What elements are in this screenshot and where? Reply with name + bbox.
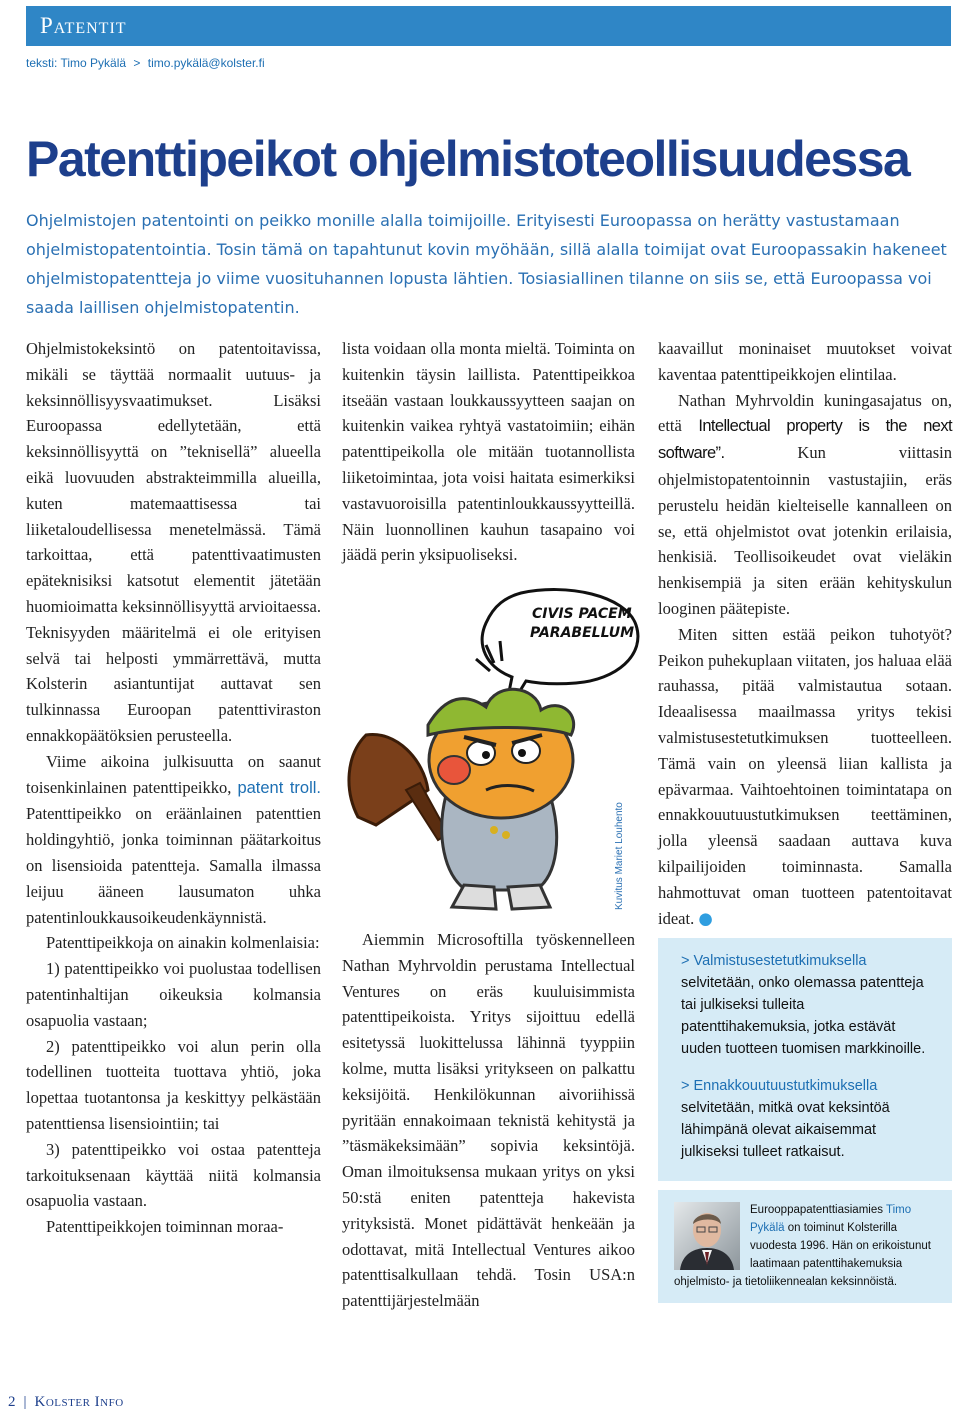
fact-box [658, 938, 952, 1181]
paragraph: lista voidaan olla monta mieltä. Toiminta on kuitenkin täysin laillista. Patenttipeikkoa itseään vastaan loukkaussyytteen saajan on kuitenkin vaikea ryhtyä vastatoimiin; eihän patenttipeikolla ole mitään tuotannollista liiketoimintaa, jota voisi haitata esimerkiksi vastavuoroisilla patentinloukkaussyytteillä. Näin luonnollinen kauhun tasapaino voi jäädä perin yksipuoliseksi. [342, 339, 635, 565]
paragraph-text: Viime aikoina julkisuutta on saanut toisenkinlainen patenttipeikko, [26, 751, 321, 797]
list-item: 3) patenttipeikko voi ostaa patentteja tarkoituksenaan käyttää niitä kolmansia osapuolia vastaan. [26, 1139, 321, 1211]
paragraph: Patenttipeikkoja on ainakin kolmenlaisia: [46, 933, 320, 953]
author-box [658, 1190, 952, 1303]
paragraph-text: Miten sitten estää peikon tuhotyöt? Peikon puhekuplaan viitaten, jos haluaa elää rauhassa, pitää valmistautua sotaan. Ideaalisessa maailmassa yritys tekisi valmistusestetutkimuksen tuotteelleen. Tämä vain on yleensä liian kallista ja epävarmaa. Vaihtoehtoinen toimintatapa on ennakkouutuustutkimuksen teettäminen, jolla yleensä saadaan auttava kuva kilpailijoiden toiminnasta. Samalla hahmottuvat oman tuotteen patentoitavat ideat. [658, 624, 952, 928]
fact-item [681, 950, 931, 1060]
quoted-phrase: Intellectual property is the next software”. [658, 417, 952, 463]
body-column-2-continued [342, 927, 635, 1314]
paragraph [26, 749, 321, 931]
troll-cartoon-image [336, 585, 656, 915]
article-headline: Patenttipeikot ohjelmistoteollisuudessa [26, 131, 910, 187]
list-item: 2) patenttipeikko voi alun perin olla todellinen tuotteita tuottava yhtiö, joka lopettaa tuotantonsa ja keskittyy pelkästään patenttiensa lisensiointiin; tai [26, 1036, 321, 1133]
illustration-credit: Kuvitus Mariet Louhento [614, 802, 625, 910]
body-column-2 [342, 336, 635, 568]
fact-item-heading: > Ennakkouutuustutkimuksella [681, 1078, 878, 1094]
highlighted-term: patent troll. [237, 778, 321, 797]
paragraph: Aiemmin Microsoftilla työskennelleen Nathan Myhrvoldin perustama Intellectual Ventures on eräs kuuluisimmista patenttipeikoista. Yritys sijoittuu edellä esitetyssä luokittelussa lähinnä tyyppiin kolme, mutta lisäksi yritykseen on palkattu keksijöitä. Henkilökunnan aivoriihissä pyritään ennakoimaan teknistä kehitystä ja ”täsmäkeksimään” sopivia keksintöjä. Oman ilmoituksensa mukaan yritys on yksi 50:stä eniten patentteja hakevista yrityksistä. Monet pidättävät henkeään ja odottavat, mitä Intellectual Ventures aikoo patenttisalkullaan tehdä. Tosin USA:n patenttijärjestelmään [342, 930, 635, 1311]
paragraph: kaavaillut moninaiset muutokset voivat kaventaa patenttipeikkojen elintilaa. [658, 339, 952, 384]
page-footer [8, 1394, 124, 1411]
body-column-1 [26, 336, 321, 1240]
article-lead: Ohjelmistojen patentointi on peikko monille alalla toimijoille. Erityisesti Euroopassa on herätty vastustamaan ohjelmistopatentointia. Tosin tämä on tapahtunut kovin myöhään, sillä alalla toimijat ovat Euroopassakin hakeneet ohjelmistopatentteja jo viime vuosituhannen lopusta lähtien. Tosiasiallinen tilanne on siis se, että Euroopassa voi saada laillisen ohjelmistopatentin. [26, 211, 947, 317]
fact-item [681, 1075, 931, 1163]
list-item: 1) patenttipeikko voi puolustaa todellisen patentinhaltijan oikeuksia kolmansia osapuolia vastaan; [26, 959, 321, 1030]
paragraph: Ohjelmistokeksintö on patentoitavissa, mikäli se täyttää normaalit uutuus- ja keksinnöllisyysvaatimukset. Lisäksi Euroopassa edellytetään, että keksinnöllisyyttä on ”teknisellä” alueella eikä luovuuden abstrakteimmilla alueilla, kuten matemaattisessa tai liiketaloudellisessa menetelmässä. Tämä tarkoittaa, että patenttivaatimusten epäteknisiksi katsotut elementit jätetään huomioimatta keksinnöllisyyttä arvioitaessa. Teknisyyden määritelmä ei ole erityisen selvä tai helposti ymmärrettävä, mutta Kolsterin asiantuntijat auttavat sen tulkinnassa Euroopan patenttiviraston ennakkopäätöksien perusteella. [26, 339, 321, 745]
author-name: Timo Pykälä [750, 1204, 912, 1234]
byline [26, 56, 265, 70]
paragraph: Patenttipeikkojen toiminnan moraa- [46, 1217, 284, 1237]
footer-separator: | [23, 1394, 27, 1410]
section-header-bar [26, 6, 951, 46]
page-number: 2 [8, 1394, 16, 1410]
fact-item-heading: > Valmistusestetutkimuksella [681, 953, 867, 969]
author-bio-text: on toiminut Kolsterilla vuodesta 1996. Hän on erikoistunut laatimaan patenttihakemuksia ohjelmisto- ja tietoliikennealan keksinnöistä. [674, 1222, 931, 1288]
speech-text-line1: CIVIS PACEM [532, 606, 632, 622]
paragraph-text: Nathan Myhrvoldin kuningasajatus on, että [658, 390, 952, 436]
fact-item-text: selvitetään, mitkä ovat keksintöä lähimpänä olevat aikaisemmat julkiseksi tulleet ratkaisut. [681, 1100, 890, 1160]
section-title: Patentit [40, 13, 127, 38]
paragraph [658, 622, 952, 932]
publication-name: Kolster Info [34, 1394, 124, 1410]
author-bio-text: Eurooppapatenttiasiamies [750, 1204, 886, 1216]
fact-item-text: selvitetään, onko olemassa patentteja tai julkiseksi tulleita patenttihakemuksia, jotka estävät uuden tuotteen tuomisen markkinoille. [681, 975, 926, 1057]
troll-illustration [336, 585, 656, 915]
end-mark-icon: ● [698, 908, 713, 928]
body-column-3 [658, 336, 952, 931]
byline-email[interactable]: timo.pykälä@kolster.fi [147, 56, 265, 70]
byline-separator: > [133, 56, 141, 70]
byline-author: teksti: Timo Pykälä [26, 56, 127, 70]
paragraph [658, 388, 952, 622]
author-bio [674, 1201, 942, 1291]
paragraph-text: Kun viittasin ohjelmistopatentoinnin vastustajiin, eräs perustelu heidän kielteiselle kannalleen on se, että ohjelmistot ovat jotenkin erilaisia, henkisiä. Teollisoikeudet ovat vieläkin henkisempiä ja siten erään kehityskulun looginen päätepiste. [658, 443, 952, 618]
paragraph-text: Patenttipeikko on eräänlainen patenttien holdingyhtiö, jonka toiminnan päätarkoitus on lisensioida patentteja. Samalla ilmassa leijuu ääneen lausumaton uhka patentinloukkausoikeudenkäynnistä. [26, 804, 321, 927]
speech-text-line2: PARABELLUM [530, 625, 635, 641]
